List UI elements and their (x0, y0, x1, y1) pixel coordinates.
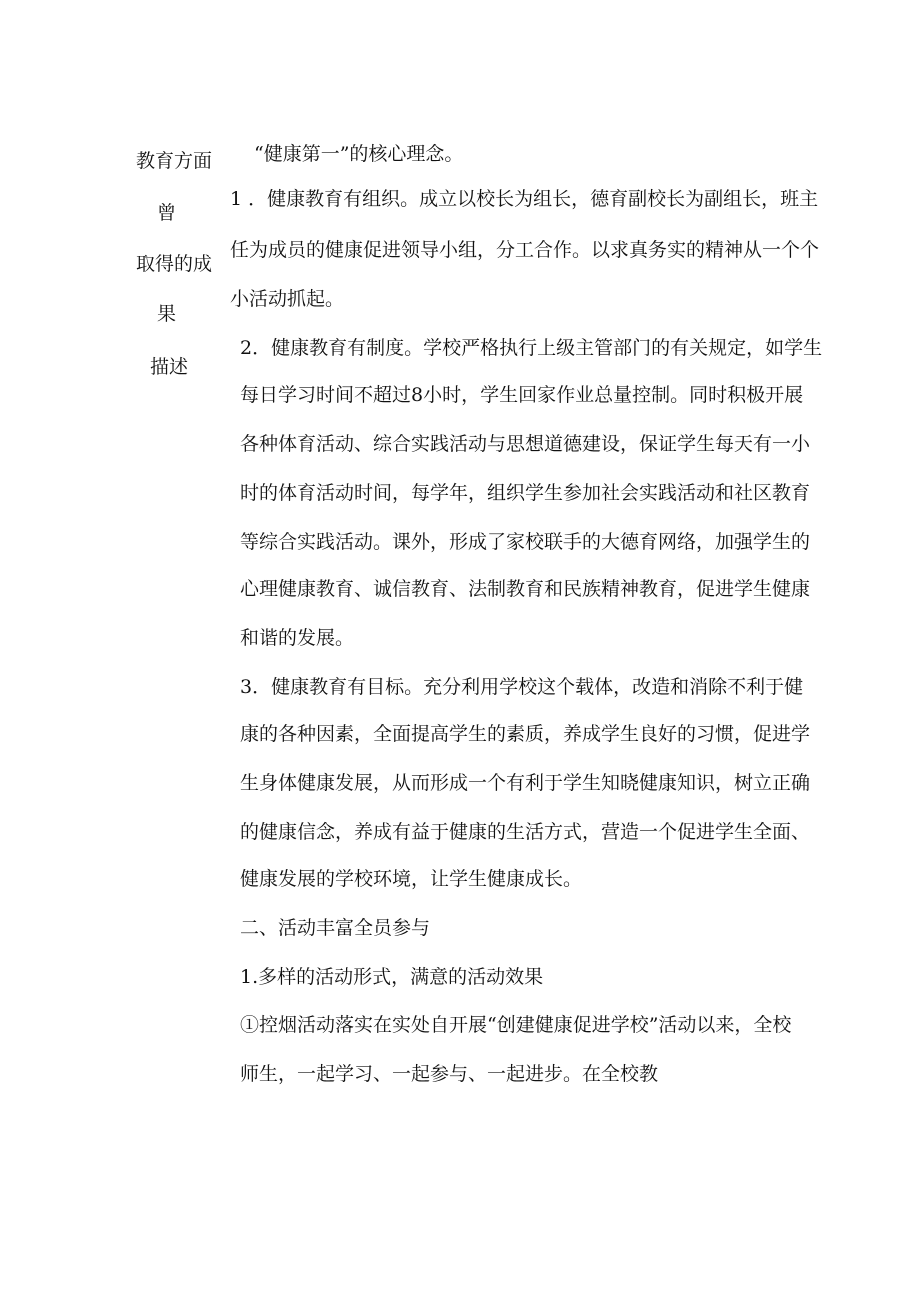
text-line-16: 健康发展的学校环境，让学生健康成长。 (240, 868, 583, 890)
text-line-10: 心理健康教育、诚信教育、法制教育和民族精神教育，促进学生健康 (240, 578, 811, 600)
text-line-20: 师生，一起学习、一起参与、一起进步。在全校教 (240, 1063, 659, 1085)
side-label-line-5: 描述 (150, 356, 189, 378)
text-line-13: 康的各种因素，全面提高学生的素质，养成学生良好的习惯，促进学 (240, 723, 811, 745)
side-label-line-2: 曾 (157, 202, 177, 224)
section-heading-2: 二、活动丰富全员参与 (240, 917, 431, 939)
text-line-19: ①控烟活动落实在实处自开展“创建健康促进学校”活动以来，全校 (240, 1014, 792, 1036)
text-line-1: “健康第一”的核心理念。 (254, 143, 464, 165)
text-line-12: 3．健康教育有目标。充分利用学校这个载体，改造和消除不利于健 (240, 676, 804, 698)
subsection-heading-1: 1.多样的活动形式，满意的活动效果 (240, 966, 544, 988)
text-line-11: 和谐的发展。 (240, 627, 355, 649)
text-line-6: 每日学习时间不超过8小时，学生回家作业总量控制。同时积极开展 (240, 384, 804, 406)
side-label-line-3: 取得的成 (136, 253, 213, 275)
text-line-2: 1 ．健康教育有组织。成立以校长为组长，德育副校长为副组长，班主 (230, 188, 819, 210)
text-line-7: 各种体育活动、综合实践活动与思想道德建设，保证学生每天有一小 (240, 433, 811, 455)
text-line-5: 2．健康教育有制度。学校严格执行上级主管部门的有关规定，如学生 (240, 337, 823, 359)
side-label-line-4: 果 (157, 303, 177, 325)
text-line-15: 的健康信念，养成有益于健康的生活方式，营造一个促进学生全面、 (240, 821, 811, 843)
text-line-8: 时的体育活动时间，每学年，组织学生参加社会实践活动和社区教育 (240, 482, 811, 504)
text-line-4: 小活动抓起。 (230, 288, 345, 310)
side-label-line-1: 教育方面 (136, 150, 213, 172)
text-line-9: 等综合实践活动。课外，形成了家校联手的大德育网络，加强学生的 (240, 531, 811, 553)
text-line-14: 生身体健康发展，从而形成一个有利于学生知晓健康知识，树立正确 (240, 772, 811, 794)
text-line-3: 任为成员的健康促进领导小组，分工合作。以求真务实的精神从一个个 (230, 239, 820, 261)
